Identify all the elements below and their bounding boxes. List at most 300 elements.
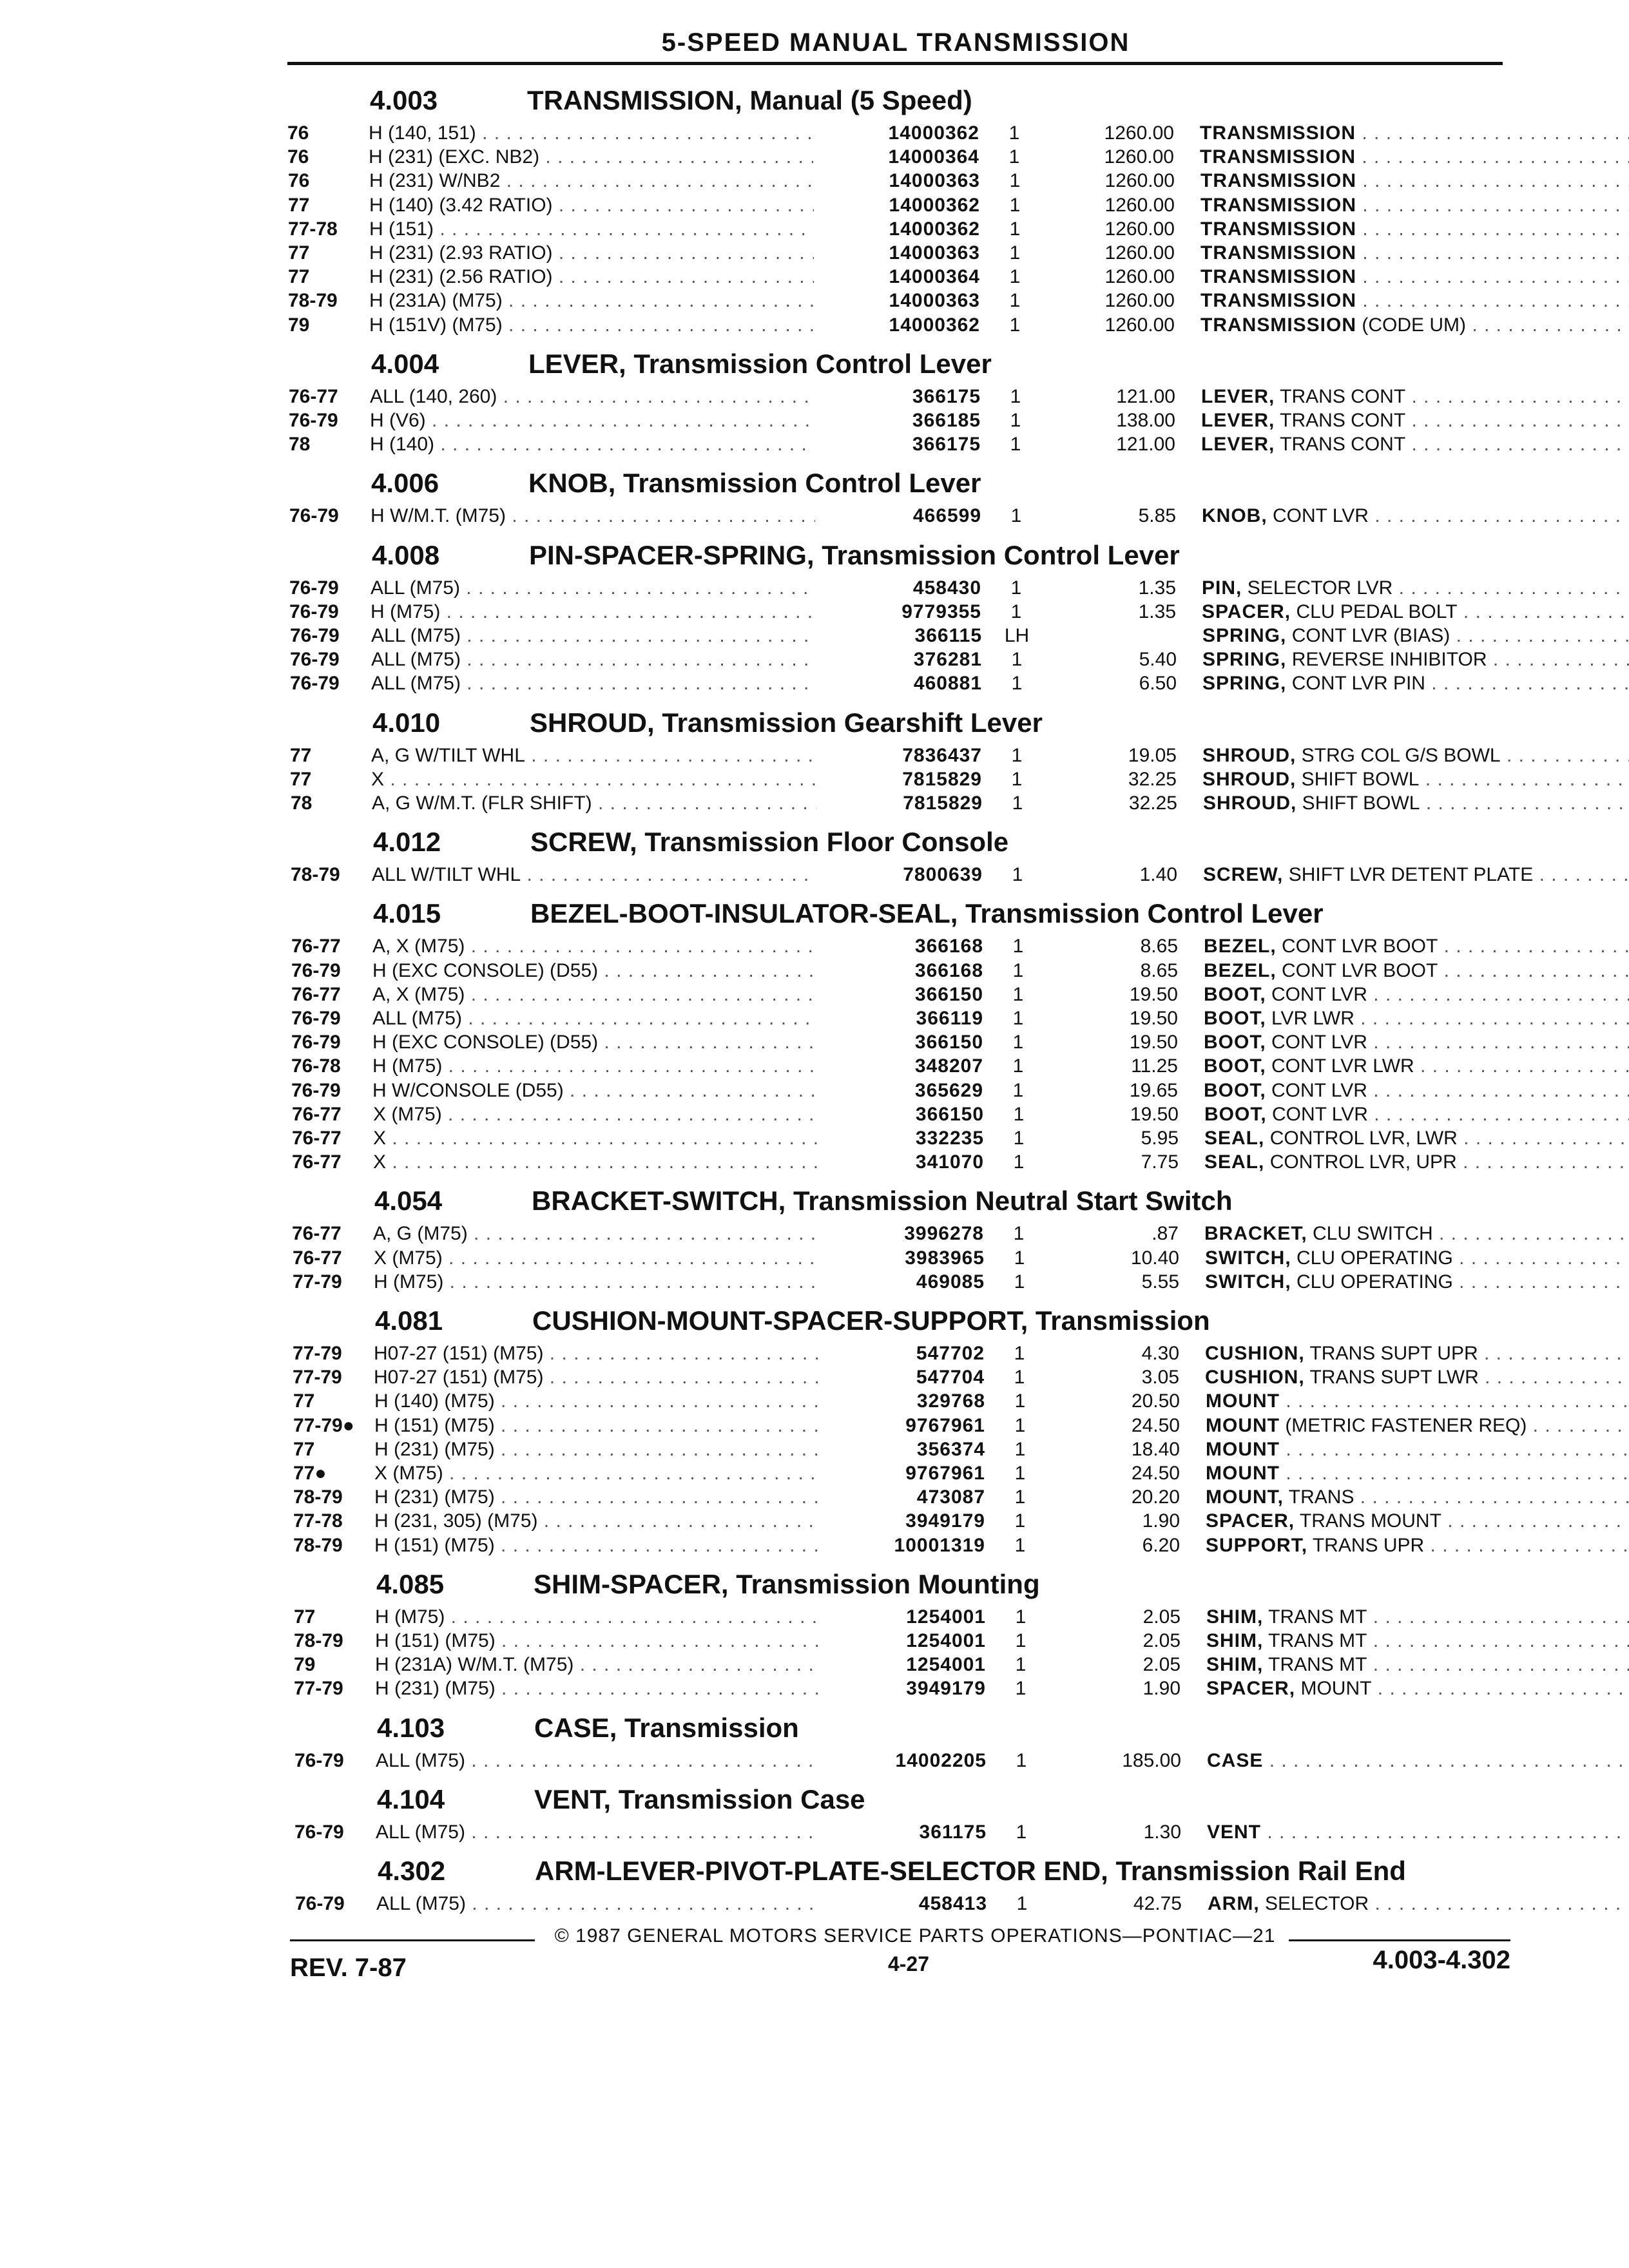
list-price: 19.50 — [1130, 1104, 1179, 1125]
model-year: 76-79 — [291, 960, 341, 981]
part-number: 1254001 — [906, 1630, 986, 1651]
description-rest: SELECTOR LVR — [1242, 577, 1393, 599]
part-description — [1204, 936, 1629, 957]
description-main: MOUNT — [1206, 1415, 1280, 1436]
application: ALL (M75) . . . — [371, 577, 815, 599]
list-price: 4.30 — [1141, 1343, 1179, 1364]
quantity: 1 — [1013, 1104, 1025, 1125]
part-number: 366168 — [914, 936, 983, 957]
description-main: ARM, — [1208, 1893, 1260, 1914]
section-title: SHROUD, Transmission Gearshift Lever — [530, 707, 1043, 738]
part-description — [1202, 649, 1629, 671]
description-rest: CONT LVR — [1266, 1104, 1368, 1125]
quantity: 1 — [1010, 410, 1021, 431]
application: A, G W/TILT WHL . . . — [371, 745, 816, 767]
quantity: 1 — [1009, 266, 1021, 287]
part-description — [1200, 146, 1629, 168]
quantity: 1 — [1011, 745, 1023, 766]
application: X . . . — [371, 769, 816, 791]
description-main: TRANSMISSION — [1200, 170, 1357, 191]
model-year: 78-79 — [291, 864, 340, 885]
application: H (231A) W/M.T. (M75) . . . — [375, 1654, 820, 1676]
quantity: 1 — [1016, 1893, 1028, 1914]
description-rest: REVERSE INHIBITOR — [1286, 649, 1487, 670]
list-price: 1260.00 — [1104, 242, 1175, 264]
description-main: SWITCH, — [1205, 1271, 1291, 1293]
quantity: 1 — [1014, 1486, 1026, 1508]
part-description — [1206, 1463, 1629, 1485]
model-year: 78 — [291, 793, 313, 814]
description-main: SPACER, — [1202, 601, 1291, 622]
description-main: SHIM, — [1206, 1630, 1264, 1651]
model-year: 77 — [294, 1606, 316, 1628]
description-main: SHIM, — [1206, 1654, 1264, 1675]
quantity: 1 — [1008, 146, 1020, 168]
footer-rule-right — [1289, 1939, 1510, 1941]
section-number: 4.012 — [373, 827, 441, 858]
list-price: 1260.00 — [1104, 122, 1174, 144]
part-description — [1208, 1893, 1629, 1915]
list-price: 1.35 — [1138, 601, 1176, 622]
model-year: 76 — [287, 146, 309, 168]
application: ALL W/TILT WHL . . . — [372, 864, 816, 886]
part-number: 366150 — [914, 984, 983, 1005]
description-main: MOUNT — [1206, 1439, 1280, 1460]
part-number: 7815829 — [903, 793, 983, 814]
quantity: 1 — [1014, 1367, 1025, 1388]
model-year: 77-78 — [288, 218, 338, 240]
description-rest: CONTROL LVR, LWR — [1264, 1128, 1458, 1149]
description-rest: SHIFT LVR DETENT PLATE — [1283, 864, 1534, 885]
list-price: 42.75 — [1133, 1893, 1182, 1914]
list-price: 1260.00 — [1104, 218, 1175, 240]
description-rest: STRG COL G/S BOWL — [1296, 745, 1501, 766]
quantity: 1 — [1012, 1008, 1024, 1029]
description-main: BOOT, — [1204, 1080, 1266, 1101]
footer-copyright: © 1987 GENERAL MOTORS SERVICE PARTS OPERATIONS—PONTIAC—21 — [554, 1925, 1276, 1946]
quantity: 1 — [1009, 290, 1021, 311]
part-number: 3949179 — [905, 1510, 985, 1532]
quantity: 1 — [1016, 1821, 1027, 1843]
part-number: 469085 — [916, 1271, 985, 1293]
section-number: 4.015 — [373, 898, 441, 929]
quantity: 1 — [1015, 1606, 1027, 1628]
list-price: 3.05 — [1141, 1367, 1179, 1388]
application: H (231) (M75) . . . — [375, 1678, 820, 1700]
quantity: 1 — [1014, 1510, 1026, 1532]
part-number: 473087 — [916, 1486, 985, 1508]
description-main: BEZEL, — [1204, 936, 1277, 957]
application: ALL (M75) . . . — [371, 673, 816, 695]
list-price: 18.40 — [1131, 1439, 1180, 1460]
description-main: TRANSMISSION — [1200, 122, 1356, 144]
application: H W/M.T. (M75) . . . — [371, 505, 815, 527]
quantity: 1 — [1010, 505, 1022, 526]
quantity: 1 — [1011, 649, 1023, 670]
description-rest: CONT LVR — [1267, 505, 1369, 526]
model-year: 76-79 — [289, 410, 338, 431]
description-rest: CLU SWITCH — [1307, 1223, 1433, 1244]
application: H07-27 (151) (M75) . . . — [374, 1343, 818, 1365]
part-number: 10001319 — [894, 1535, 985, 1556]
quantity: 1 — [1012, 1080, 1024, 1101]
description-main: TRANSMISSION — [1200, 242, 1357, 264]
description-main: BOOT, — [1204, 1032, 1266, 1053]
part-description — [1204, 1151, 1629, 1173]
model-year: 76-79 — [289, 505, 339, 526]
part-number: 9767961 — [905, 1463, 985, 1484]
model-year: 76-77 — [293, 1247, 342, 1269]
part-number: 329768 — [916, 1390, 985, 1412]
part-number: 376281 — [913, 649, 982, 670]
list-price: 5.55 — [1141, 1271, 1179, 1293]
quantity: 1 — [1009, 314, 1021, 336]
application: X . . . — [373, 1151, 818, 1173]
quantity: 1 — [1015, 1654, 1027, 1675]
part-description — [1202, 745, 1629, 767]
section-title: SCREW, Transmission Floor Console — [530, 827, 1009, 858]
quantity: 1 — [1012, 1055, 1024, 1077]
part-number: 1254001 — [906, 1606, 986, 1628]
description-main: PIN, — [1202, 577, 1242, 599]
model-year: 76 — [287, 122, 309, 144]
part-number: 1254001 — [906, 1654, 986, 1675]
list-price: 19.50 — [1129, 1008, 1178, 1029]
part-description — [1204, 1223, 1629, 1245]
application: H (151) (M75) . . . — [374, 1535, 819, 1557]
description-main: SPACER, — [1206, 1510, 1295, 1532]
application: X (M75) . . . — [373, 1104, 818, 1126]
description-rest: TRANS CONT — [1275, 434, 1406, 455]
description-main: TRANSMISSION — [1200, 218, 1357, 240]
description-main: TRANSMISSION — [1200, 266, 1357, 287]
section-number: 4.008 — [372, 539, 440, 570]
list-price: 8.65 — [1140, 960, 1178, 981]
list-price: 6.20 — [1142, 1535, 1180, 1556]
part-number: 332235 — [915, 1128, 984, 1149]
part-description — [1206, 1390, 1629, 1412]
description-main: MOUNT, — [1206, 1486, 1284, 1508]
application: H (231) (M75) . . . — [374, 1486, 819, 1508]
section-number: 4.085 — [376, 1568, 445, 1599]
model-year: 77-79 — [293, 1343, 342, 1364]
application: H (M75) . . . — [372, 1055, 817, 1077]
part-number: 7815829 — [902, 769, 982, 790]
list-price: 6.50 — [1139, 673, 1177, 694]
section-title: KNOB, Transmission Control Lever — [528, 468, 981, 499]
part-description — [1202, 769, 1629, 791]
quantity: 1 — [1009, 242, 1021, 264]
quantity: 1 — [1016, 1750, 1027, 1771]
description-main: BEZEL, — [1204, 960, 1277, 981]
description-rest: CONT LVR (BIAS) — [1286, 625, 1451, 646]
description-rest: TRANS MT — [1263, 1654, 1367, 1675]
application: X . . . — [373, 1128, 818, 1149]
description-main: SEAL, — [1204, 1151, 1265, 1173]
quantity: 1 — [1009, 195, 1021, 216]
model-year: 78-79 — [288, 290, 338, 311]
description-main: CASE — [1207, 1750, 1264, 1771]
quantity: 1 — [1014, 1415, 1026, 1436]
part-number: 366185 — [912, 410, 981, 431]
description-main: BRACKET, — [1204, 1223, 1307, 1244]
model-year: 76-77 — [292, 1128, 342, 1149]
application: H07-27 (151) (M75) . . . — [374, 1367, 818, 1389]
quantity: 1 — [1012, 1032, 1024, 1053]
footer-section-range: 4.003-4.302 — [1373, 1946, 1510, 1974]
section-number: 4.104 — [377, 1783, 445, 1814]
description-main: KNOB, — [1202, 505, 1268, 526]
list-price: 1260.00 — [1104, 290, 1175, 311]
description-rest: CONTROL LVR, UPR — [1264, 1151, 1457, 1173]
application: H (140) . . . — [370, 434, 815, 456]
part-number: 366150 — [915, 1104, 984, 1125]
quantity: 1 — [1013, 1128, 1025, 1149]
application: ALL (M75) . . . — [376, 1750, 820, 1772]
description-rest: TRANS CONT — [1275, 386, 1406, 407]
application: H (M75) . . . — [374, 1271, 818, 1293]
description-rest: SELECTOR — [1259, 1893, 1369, 1914]
application: ALL (140, 260) . . . — [370, 386, 815, 408]
section-title: PIN-SPACER-SPRING, Transmission Control Lever — [529, 539, 1180, 570]
quantity: 1 — [1014, 1463, 1026, 1484]
description-main: LEVER, — [1201, 386, 1275, 407]
part-description — [1206, 1606, 1629, 1628]
description-rest: TRANS MT — [1263, 1606, 1367, 1628]
description-main: SHIM, — [1206, 1606, 1264, 1628]
list-price: 11.25 — [1131, 1055, 1178, 1077]
part-number: 366175 — [912, 386, 981, 407]
list-price: 185.00 — [1122, 1750, 1181, 1771]
model-year: 77 — [288, 242, 310, 264]
quantity: 1 — [1014, 1343, 1025, 1364]
description-main: SPRING, — [1202, 649, 1287, 670]
application: H (231) (EXC. NB2) . . . — [369, 146, 813, 168]
list-price: 24.50 — [1131, 1415, 1180, 1436]
list-price: 1260.00 — [1104, 266, 1175, 287]
quantity: 1 — [1010, 434, 1021, 455]
part-description — [1206, 1535, 1629, 1557]
section-number: 4.006 — [371, 468, 439, 499]
model-year: 77-78 — [293, 1510, 343, 1532]
model-year: 76-79 — [294, 1750, 344, 1771]
application: ALL (M75) . . . — [376, 1893, 821, 1915]
part-description — [1201, 386, 1629, 408]
quantity: 1 — [1013, 1223, 1025, 1244]
footer-rule-left — [290, 1939, 535, 1941]
part-description — [1200, 122, 1629, 144]
description-main: MOUNT — [1206, 1390, 1280, 1412]
part-description — [1202, 673, 1629, 695]
section-title: VENT, Transmission Case — [534, 1783, 865, 1814]
part-number: 3983965 — [905, 1247, 985, 1269]
section-number: 4.103 — [377, 1712, 445, 1743]
part-description — [1200, 170, 1629, 192]
list-price: 5.40 — [1139, 649, 1177, 670]
list-price: 19.05 — [1128, 745, 1177, 766]
description-main: BOOT, — [1204, 1104, 1267, 1125]
footer-revision: REV. 7-87 — [290, 1954, 407, 1982]
application: H (231) (2.93 RATIO) . . . — [369, 242, 814, 264]
model-year: 78-79 — [293, 1535, 343, 1556]
part-description — [1206, 1439, 1629, 1461]
quantity: 1 — [1009, 218, 1021, 240]
part-number: 14000362 — [889, 314, 980, 336]
part-description — [1202, 601, 1629, 623]
section-title: LEVER, Transmission Control Lever — [528, 348, 992, 379]
model-year: 76-79 — [295, 1893, 345, 1914]
part-number: 9767961 — [905, 1415, 985, 1436]
description-rest: CONT LVR — [1266, 1032, 1367, 1053]
part-description — [1204, 1080, 1629, 1102]
list-price: 1.35 — [1138, 577, 1176, 599]
model-year: 78-79 — [293, 1486, 343, 1508]
section-number: 4.054 — [374, 1186, 443, 1216]
application: X (M75) . . . — [374, 1247, 818, 1269]
model-year: 76-77 — [292, 1223, 342, 1244]
part-number: 366168 — [914, 960, 983, 981]
model-year: 76-77 — [291, 936, 341, 957]
description-rest: TRANS — [1284, 1486, 1354, 1508]
part-description — [1204, 984, 1629, 1006]
application: H (151) (M75) . . . — [375, 1630, 820, 1652]
quantity: 1 — [1008, 122, 1020, 144]
description-rest: CONT LVR — [1266, 1080, 1367, 1101]
list-price: 1260.00 — [1104, 146, 1174, 168]
model-year: 77 — [290, 745, 312, 766]
part-description — [1204, 1104, 1629, 1126]
description-main: SUPPORT, — [1206, 1535, 1308, 1556]
description-rest: CLU OPERATING — [1291, 1271, 1453, 1293]
part-number: 361175 — [919, 1821, 987, 1843]
description-main: LEVER, — [1201, 410, 1275, 431]
description-main: BOOT, — [1204, 1008, 1266, 1029]
list-price: 1.90 — [1142, 1678, 1181, 1699]
application: H (151V) (M75) . . . — [369, 314, 814, 336]
model-year: 77 — [293, 1439, 315, 1460]
part-number: 14000362 — [889, 218, 980, 240]
description-rest: SHIFT BOWL — [1296, 769, 1420, 790]
quantity: 1 — [1009, 170, 1021, 191]
list-price: 32.25 — [1128, 769, 1177, 790]
part-number: 14000364 — [888, 146, 979, 168]
description-rest: CONT LVR LWR — [1266, 1055, 1414, 1077]
model-year: 76 — [288, 170, 310, 191]
part-number: 341070 — [915, 1151, 984, 1173]
part-number: 3996278 — [904, 1223, 984, 1244]
part-number: 366175 — [912, 434, 981, 455]
part-description — [1200, 195, 1629, 216]
description-main: SWITCH, — [1205, 1247, 1291, 1269]
part-number: 365629 — [914, 1080, 983, 1101]
model-year: 76-78 — [291, 1055, 341, 1077]
part-description — [1207, 1750, 1629, 1772]
description-rest: (CODE UM) — [1356, 314, 1466, 336]
list-price: 1.90 — [1142, 1510, 1180, 1532]
model-year: 78 — [289, 434, 311, 455]
description-main: SHROUD, — [1202, 769, 1296, 790]
description-main: TRANSMISSION — [1200, 195, 1357, 216]
part-number: 547702 — [916, 1343, 985, 1364]
quantity: 1 — [1012, 793, 1023, 814]
description-main: MOUNT — [1206, 1463, 1280, 1484]
description-main: LEVER, — [1201, 434, 1275, 455]
model-year: 77-79 — [294, 1678, 343, 1699]
list-price: 121.00 — [1116, 386, 1175, 407]
description-rest: MOUNT — [1295, 1678, 1372, 1699]
model-year: 76-77 — [292, 1104, 342, 1125]
part-description — [1204, 1008, 1629, 1030]
part-description — [1206, 1630, 1629, 1652]
part-description — [1207, 1821, 1629, 1843]
part-description — [1200, 218, 1629, 240]
model-year: 79 — [288, 314, 310, 336]
section-title: SHIM-SPACER, Transmission Mounting — [534, 1568, 1040, 1599]
part-description — [1205, 1367, 1629, 1389]
part-description — [1200, 290, 1629, 312]
list-price: .87 — [1152, 1223, 1179, 1244]
quantity: 1 — [1012, 864, 1023, 885]
part-number: 7836437 — [902, 745, 982, 766]
description-main: SPACER, — [1206, 1678, 1296, 1699]
description-rest: TRANS SUPT LWR — [1304, 1367, 1479, 1388]
model-year: 76-79 — [291, 1032, 341, 1053]
quantity: 1 — [1014, 1271, 1025, 1293]
application: H (140) (3.42 RATIO) . . . — [369, 195, 814, 216]
model-year: 77 — [290, 769, 312, 790]
application: H (231) (M75) . . . — [374, 1439, 819, 1461]
list-price: 24.50 — [1131, 1463, 1180, 1484]
quantity: 1 — [1012, 960, 1024, 981]
list-price: 121.00 — [1116, 434, 1175, 455]
quantity: 1 — [1015, 1678, 1027, 1699]
section-number: 4.010 — [372, 707, 441, 738]
part-description — [1204, 1055, 1629, 1077]
description-main: TRANSMISSION — [1200, 314, 1357, 336]
quantity: 1 — [1013, 1151, 1025, 1173]
description-rest: CLU PEDAL BOLT — [1291, 601, 1458, 622]
description-main: CUSHION, — [1205, 1367, 1305, 1388]
quantity: 1 — [1012, 936, 1024, 957]
part-description — [1204, 960, 1629, 982]
application: H (231A) (M75) . . . — [369, 290, 814, 312]
application: H (EXC CONSOLE) (D55) . . . — [372, 1032, 817, 1053]
list-price: 1260.00 — [1104, 170, 1175, 191]
description-main: CUSHION, — [1205, 1343, 1305, 1364]
description-rest: TRANS MT — [1263, 1630, 1367, 1651]
list-price: 138.00 — [1116, 410, 1175, 431]
description-main: SHROUD, — [1203, 793, 1297, 814]
part-number: 14000363 — [889, 170, 980, 191]
application: ALL (M75) . . . — [371, 625, 816, 647]
part-number: 458430 — [912, 577, 981, 599]
list-price: 8.65 — [1140, 936, 1178, 957]
part-description — [1202, 505, 1629, 527]
quantity: 1 — [1012, 984, 1024, 1005]
part-description — [1200, 242, 1629, 264]
part-number: 7800639 — [903, 864, 983, 885]
application: H (231) (2.56 RATIO) . . . — [369, 266, 814, 288]
list-price: 1260.00 — [1104, 314, 1175, 336]
part-number: 547704 — [916, 1367, 985, 1388]
model-year: 77-79 — [293, 1367, 342, 1388]
list-price: 7.75 — [1141, 1151, 1179, 1173]
part-description — [1206, 1486, 1629, 1508]
model-year: 76-79 — [289, 601, 339, 622]
list-price: 2.05 — [1142, 1630, 1181, 1651]
part-number: 356374 — [916, 1439, 985, 1460]
description-main: SHROUD, — [1202, 745, 1296, 766]
